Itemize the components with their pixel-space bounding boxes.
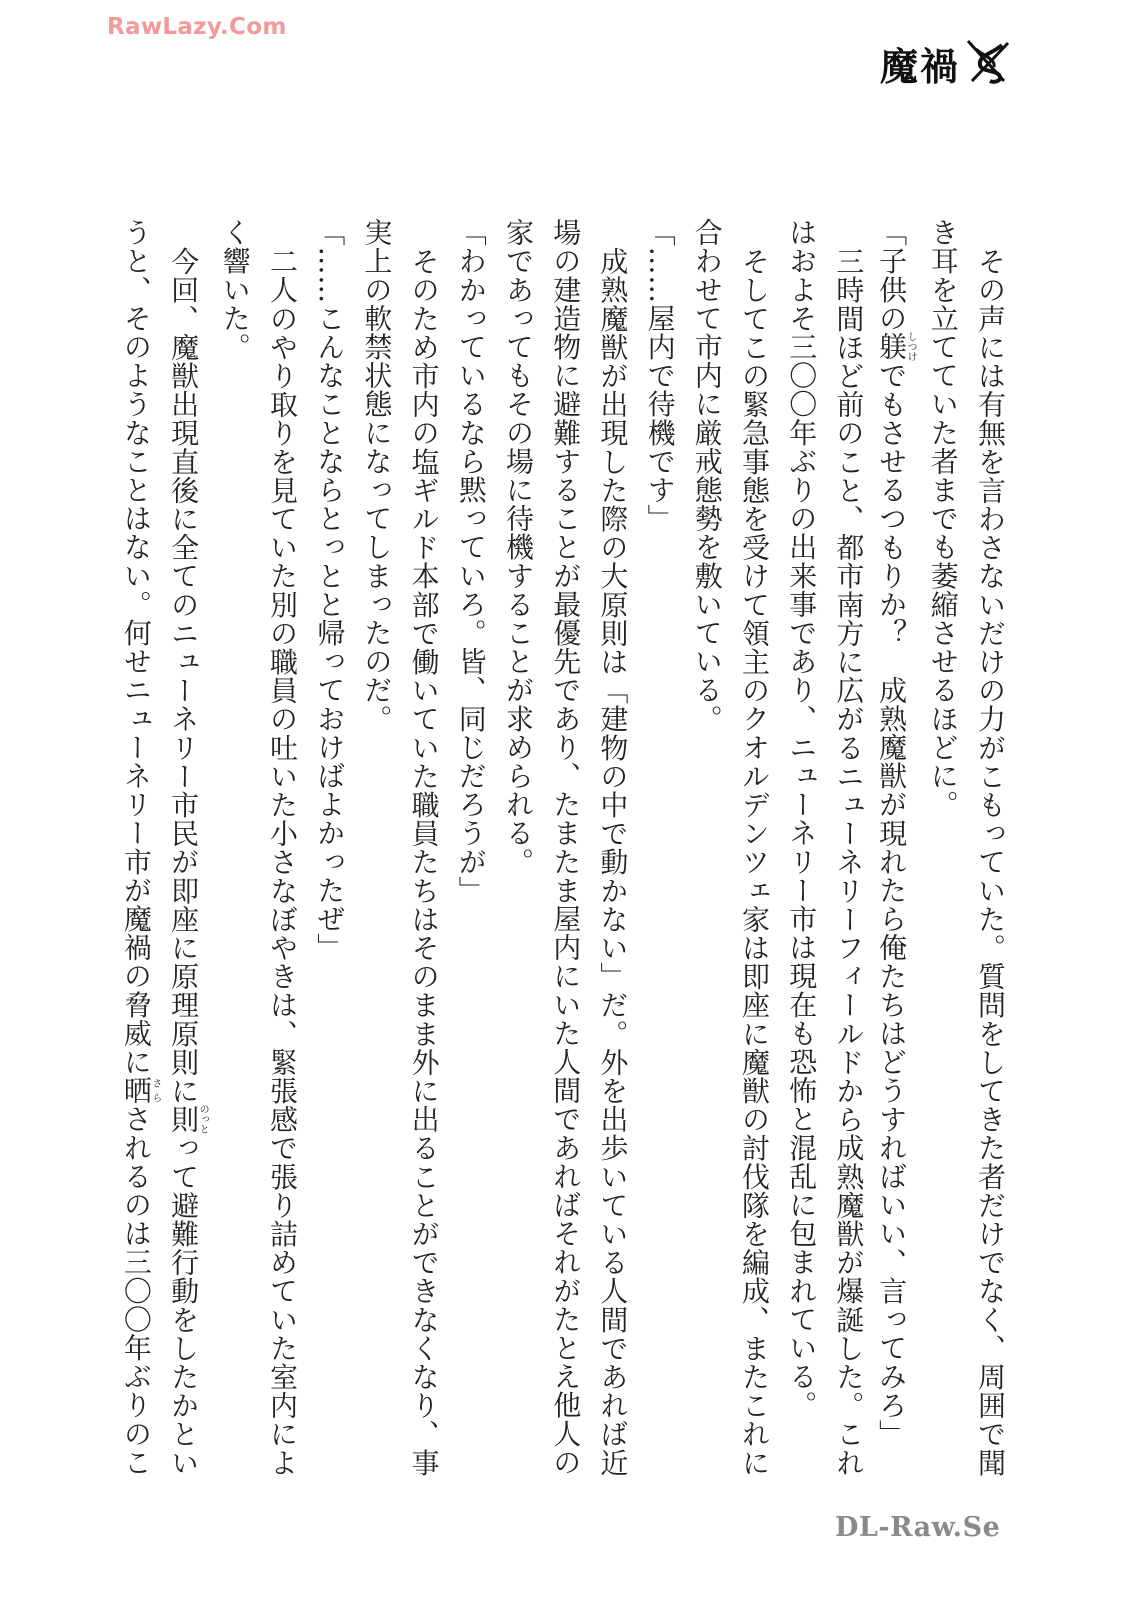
ruby-base: 躾	[875, 331, 909, 362]
ruby-reading: しつけ	[905, 331, 917, 362]
text-column	[734, 218, 774, 1477]
text-column	[828, 218, 868, 1477]
ruby-annotated-word	[119, 1076, 161, 1105]
text-column	[262, 218, 302, 1477]
ruby-base: 晒	[119, 1076, 153, 1105]
crossed-spear-serpent-emblem-icon	[964, 39, 1014, 89]
text-column	[119, 218, 161, 1477]
header-title: 魔禍	[880, 44, 961, 89]
watermark-dlraw: DL-Raw.Se	[835, 1512, 1001, 1543]
text-run: 合わせて市内に厳戒態勢を敷いている。	[690, 218, 724, 733]
watermark-rawlazy: RawLazy.Com	[107, 14, 287, 40]
text-column	[404, 218, 444, 1477]
text-run: 三時間ほど前のこと、都市南方に広がるニューネリーフィールドから成熟魔獣が爆誕した。これ	[832, 246, 866, 1477]
text-run: されるのは三〇〇年ぶりのこ	[119, 1104, 153, 1477]
text-run: 実上の軟禁状態になってしまったのだ。	[360, 218, 394, 733]
text-column	[451, 218, 491, 1428]
text-column	[875, 218, 917, 1448]
text-run: でもさせるつもりか？ 成熟魔獣が現れたら俺たちはどうすればいい、言ってみろ」	[875, 361, 909, 1448]
text-run: く響いた。	[218, 218, 252, 361]
text-column	[545, 218, 585, 1477]
text-column	[640, 218, 680, 1428]
text-column	[215, 218, 255, 1428]
text-column	[970, 218, 1010, 1477]
text-column	[309, 218, 349, 1428]
text-column	[356, 218, 396, 1428]
text-run: 「……こんなことならとっとと帰っておけばよかったぜ」	[313, 218, 347, 962]
text-run: 「……屋内で待機です」	[643, 218, 677, 533]
ruby-reading: のっと	[197, 1103, 209, 1134]
running-header	[880, 36, 1014, 91]
text-run: 「子供の	[875, 218, 909, 333]
text-run: 「わかっているなら黙っていろ。皆、同じだろうが」	[454, 218, 488, 905]
text-column	[781, 218, 821, 1428]
ruby-reading: さら	[149, 1076, 161, 1105]
ruby-annotated-word	[875, 331, 917, 362]
text-run: その声には有無を言わさないだけの力がこもっていた。質問をしてきた者だけでなく、周囲で聞	[974, 246, 1007, 1477]
text-run: き耳を立てていた者までも萎縮させるほどに。	[926, 218, 960, 819]
text-column	[923, 218, 963, 1428]
text-column	[687, 218, 727, 1428]
text-run: そしてこの緊急事態を受けて領主のクオルデンツェ家は即座に魔獣の討伐隊を編成、またこれに	[738, 246, 771, 1477]
text-run: はおよそ三〇〇年ぶりの出来事であり、ニューネリー市は現在も恐怖と混乱に包まれている。	[785, 218, 819, 1420]
text-run: 場の建造物に避難することが最優先であり、たまたま屋内にいた人間であればそれがたとえ他人の	[549, 218, 583, 1477]
text-run: そのため市内の塩ギルド本部で働いていた職員たちはそのまま外に出ることができなくなり、事	[407, 246, 441, 1477]
text-run: 二人のやり取りを見ていた別の職員の吐いた小さなぼやきは、緊張感で張り詰めていた室内によ	[266, 246, 299, 1477]
text-run: 成熟魔獣が出現した際の大原則は「建物の中で動かない」だ。外を出歩いている人間であれば近	[596, 246, 630, 1477]
text-run: って避難行動をしたかとい	[167, 1133, 201, 1477]
text-column	[592, 218, 632, 1477]
text-run: 今回、魔獣出現直後に全てのニューネリー市民が即座に原理原則に	[167, 246, 201, 1105]
ruby-base: 則	[167, 1103, 201, 1134]
ruby-annotated-word	[167, 1103, 209, 1134]
text-run: うと、そのようなことはない。何せニューネリー市が魔禍の脅威に	[119, 218, 153, 1076]
text-column	[498, 218, 538, 1428]
text-column	[167, 218, 209, 1477]
text-run: 家であってもその場に待機することが求められる。	[502, 218, 535, 876]
